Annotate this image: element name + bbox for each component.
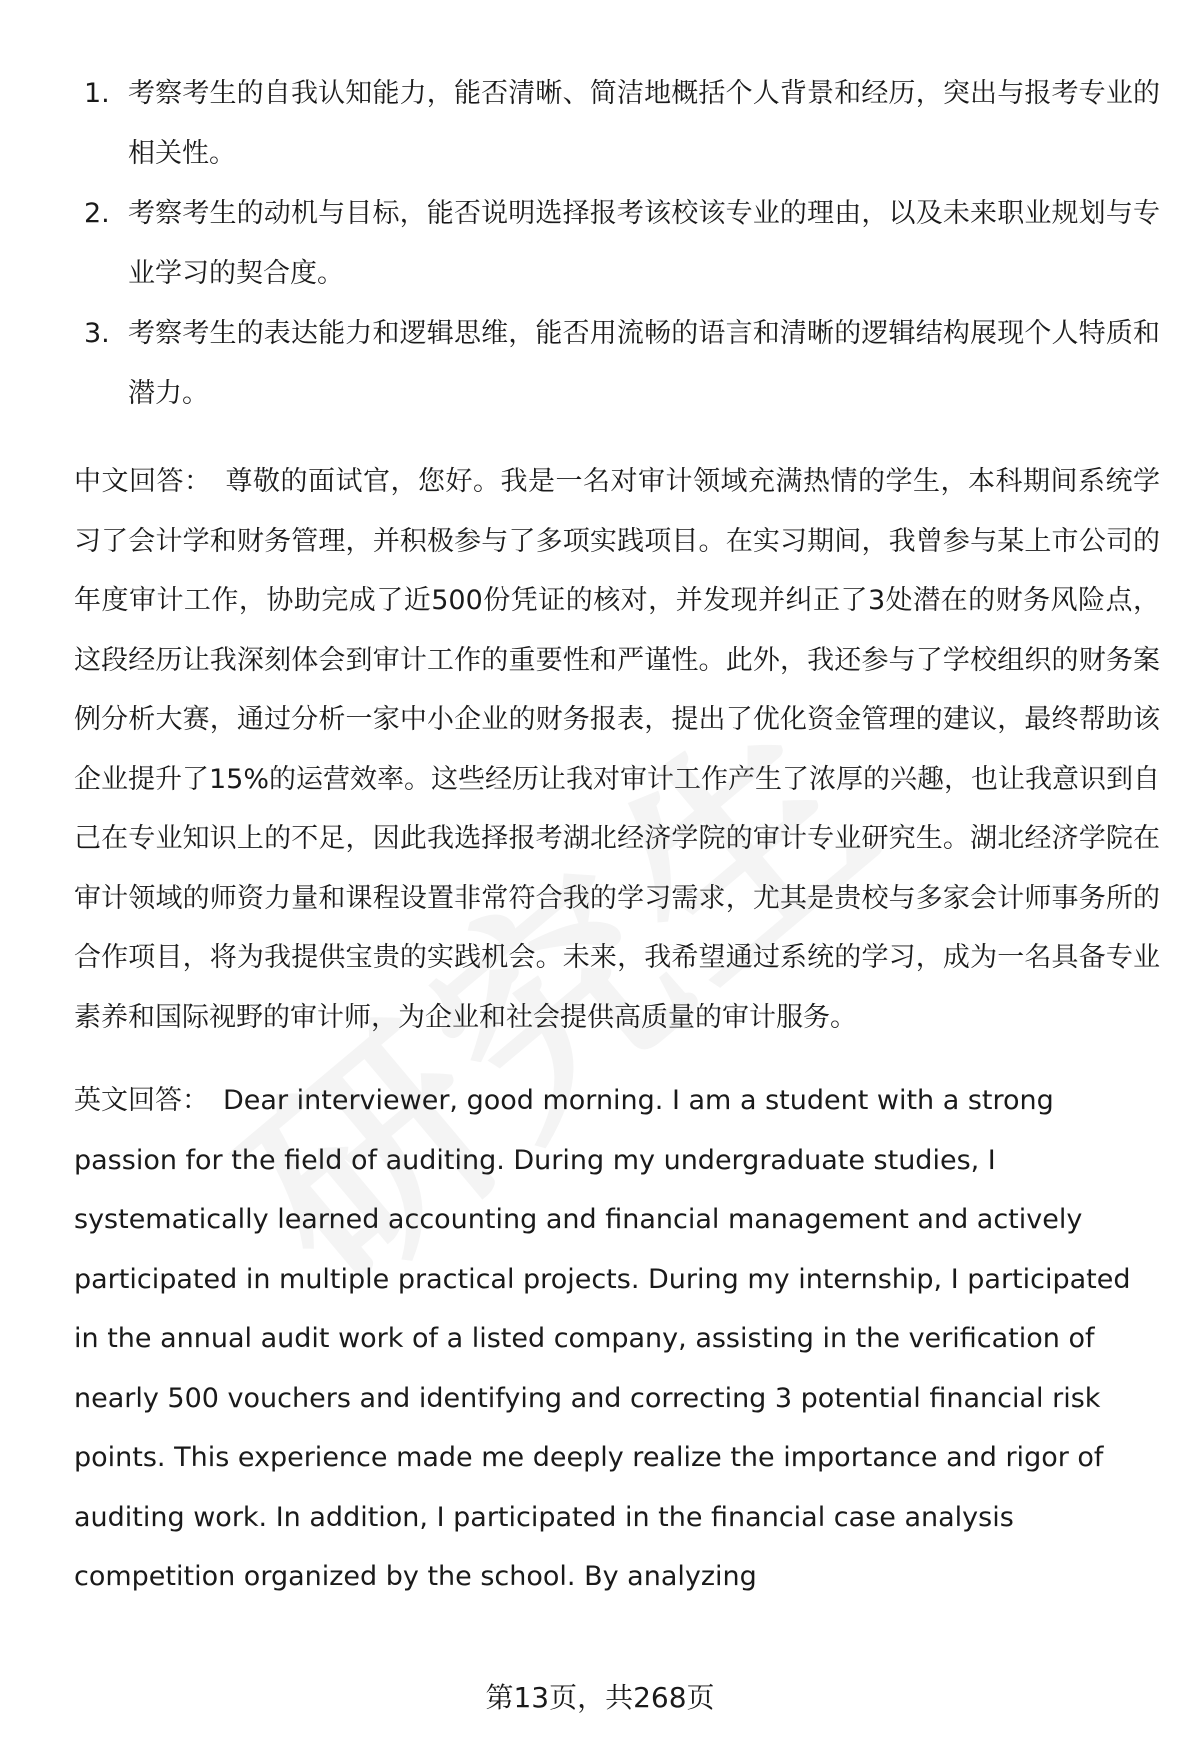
page-content xyxy=(74,64,1160,1607)
list-number: 2. xyxy=(84,198,110,229)
chinese-answer-label: 中文回答： xyxy=(74,466,212,497)
criteria-text: 考察考生的表达能力和逻辑思维，能否用流畅的语言和清晰的逻辑结构展现个人特质和潜力。 xyxy=(128,318,1160,409)
criteria-text: 考察考生的自我认知能力，能否清晰、简洁地概括个人背景和经历，突出与报考专业的相关性。 xyxy=(128,78,1160,169)
page-footer xyxy=(0,1678,1200,1718)
criteria-list xyxy=(74,64,1160,424)
english-answer-paragraph xyxy=(74,1071,1160,1607)
list-number: 3. xyxy=(84,318,110,349)
criteria-item xyxy=(74,64,1160,184)
english-answer-text: Dear interviewer, good morning. I am a student with a strong passion for the field of auditing. During my undergraduate studies, I systematically learned accounting and financial management and actively participated in multiple practical projects. During my internship, I participated in the annual audit work of a listed company, assisting in the verification of nearly 500 vouchers and identifying and correcting 3 potential financial risk points. This experience made me deeply realize the importance and rigor of auditing work. In addition, I participated in the financial case analysis competition organized by the school. By analyzing xyxy=(74,1085,1131,1592)
chinese-answer-paragraph xyxy=(74,452,1160,1047)
criteria-item xyxy=(74,184,1160,304)
english-answer-label: 英文回答： xyxy=(74,1085,209,1116)
list-number: 1. xyxy=(84,78,110,109)
chinese-answer-text: 尊敬的面试官，您好。我是一名对审计领域充满热情的学生，本科期间系统学习了会计学和财务管理，并积极参与了多项实践项目。在实习期间，我曾参与某上市公司的年度审计工作，协助完成了近500份凭证的核对，并发现并纠正了3处潜在的财务风险点，这段经历让我深刻体会到审计工作的重要性和严谨性。此外，我还参与了学校组织的财务案例分析大赛，通过分析一家中小企业的财务报表，提出了优化资金管理的建议，最终帮助该企业提升了15%的运营效率。这些经历让我对审计工作产生了浓厚的兴趣，也让我意识到自己在专业知识上的不足，因此我选择报考湖北经济学院的审计专业研究生。湖北经济学院在审计领域的师资力量和课程设置非常符合我的学习需求，尤其是贵校与多家会计师事务所的合作项目，将为我提供宝贵的实践机会。未来，我希望通过系统的学习，成为一名具备专业素养和国际视野的审计师，为企业和社会提供高质量的审计服务。 xyxy=(74,466,1161,1033)
page-number: 第13页，共268页 xyxy=(485,1681,715,1714)
criteria-item xyxy=(74,304,1160,424)
criteria-text: 考察考生的动机与目标，能否说明选择报考该校该专业的理由，以及未来职业规划与专业学习的契合度。 xyxy=(128,198,1160,289)
